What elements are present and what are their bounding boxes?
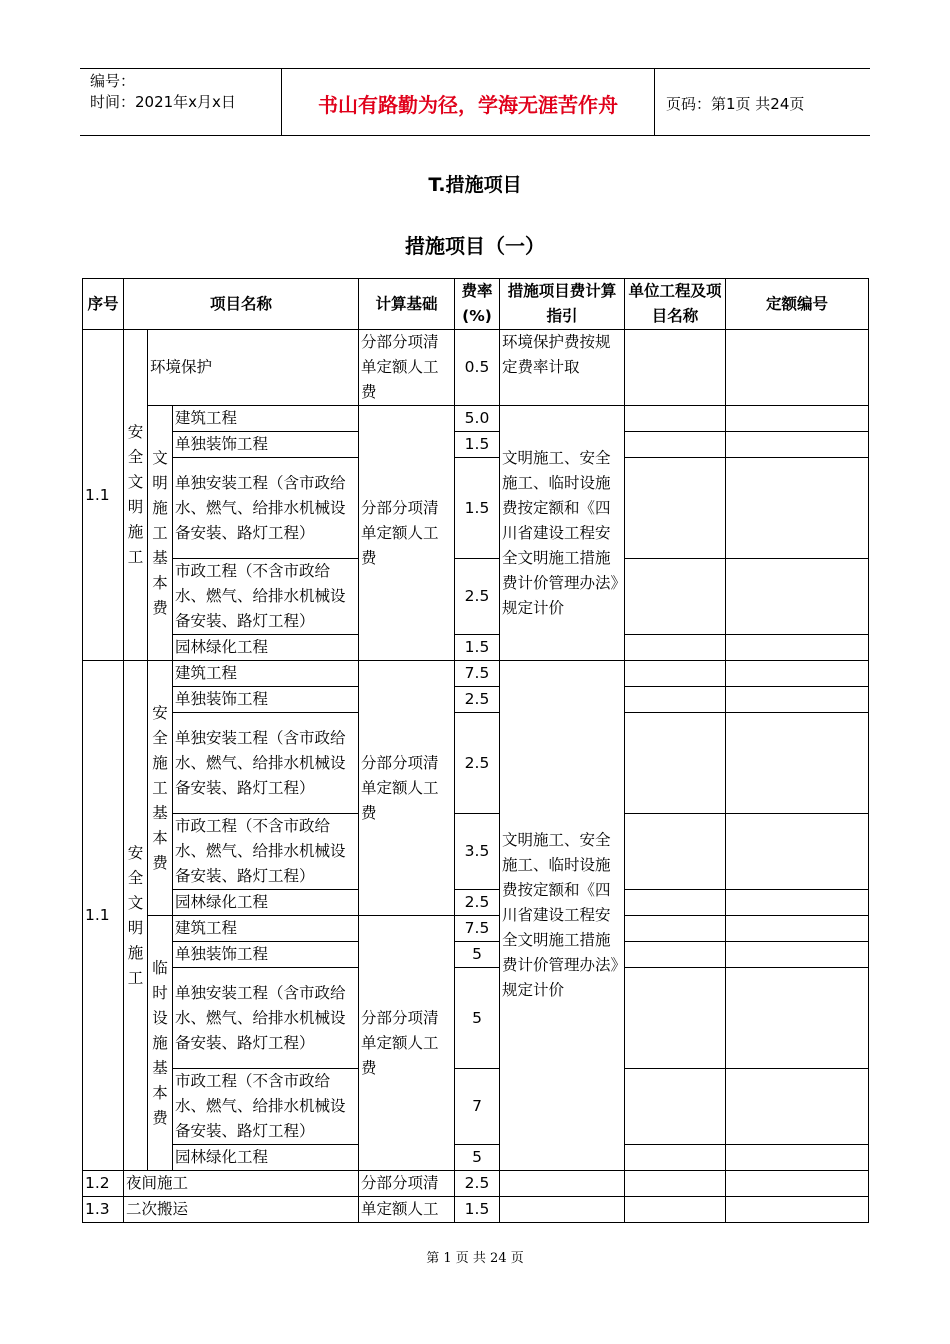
rate-cell: 5 (455, 1145, 500, 1171)
doc-subtitle: 措施项目（一） (405, 234, 545, 258)
quota-cell (726, 458, 869, 559)
unit-cell (625, 406, 726, 432)
quota-cell (726, 635, 869, 661)
basis-cell: 分部分项清单定额人工费 (359, 406, 455, 661)
quota-cell (726, 916, 869, 942)
unit-cell (625, 458, 726, 559)
table-row (83, 1069, 869, 1145)
rate-cell: 1.5 (455, 458, 500, 559)
quota-cell (726, 1145, 869, 1171)
table-row (83, 1171, 869, 1197)
table-row (83, 432, 869, 458)
guide-cell: 文明施工、安全施工、临时设施费按定额和《四川省建设工程安全文明施工措施费计价管理办法》规定计价 (500, 406, 625, 661)
seq-cell: 1.2 (83, 1171, 124, 1197)
rate-cell: 2.5 (455, 1171, 500, 1197)
unit-cell (625, 814, 726, 890)
unit-cell (625, 1171, 726, 1197)
table-row (83, 1197, 869, 1223)
table-row (83, 559, 869, 635)
item-name: 市政工程（不含市政给水、燃气、给排水机械设备安装、路灯工程） (173, 559, 359, 635)
table-row (83, 458, 869, 559)
quota-cell (726, 330, 869, 406)
table-row (83, 687, 869, 713)
rate-cell: 1.5 (455, 432, 500, 458)
group-label: 安全文明施工 (124, 661, 148, 1171)
guide-cell: 环境保护费按规定费率计取 (500, 330, 625, 406)
group-label: 安全文明施工 (124, 330, 148, 661)
rate-cell: 2.5 (455, 559, 500, 635)
page-footer: 第 1 页 共 24 页 (426, 1251, 524, 1266)
header-meta (90, 71, 236, 113)
unit-cell (625, 661, 726, 687)
rate-cell: 5.0 (455, 406, 500, 432)
guide-cell (500, 1171, 625, 1197)
rate-cell: 7 (455, 1069, 500, 1145)
col-header: 序号 (83, 279, 124, 330)
item-name: 单独装饰工程 (173, 432, 359, 458)
rate-cell: 0.5 (455, 330, 500, 406)
rate-cell: 2.5 (455, 713, 500, 814)
rate-cell: 1.5 (455, 1197, 500, 1223)
item-name: 园林绿化工程 (173, 1145, 359, 1171)
rate-cell: 3.5 (455, 814, 500, 890)
item-name: 单独安装工程（含市政给水、燃气、给排水机械设备安装、路灯工程） (173, 458, 359, 559)
item-name: 夜间施工 (124, 1171, 359, 1197)
quota-cell (726, 432, 869, 458)
col-header: 措施项目费计算指引 (500, 279, 625, 330)
unit-cell (625, 890, 726, 916)
subgroup-label: 临时设施基本费 (148, 916, 173, 1171)
item-name: 园林绿化工程 (173, 890, 359, 916)
quota-cell (726, 713, 869, 814)
table-row (83, 916, 869, 942)
quota-cell (726, 890, 869, 916)
basis-cell: 分部分项清 (359, 1171, 455, 1197)
header-divider (654, 69, 655, 135)
header-number: 编号： (90, 72, 136, 90)
doc-title: T.措施项目 (428, 174, 522, 196)
item-name: 二次搬运 (124, 1197, 359, 1223)
seq-cell: 1.3 (83, 1197, 124, 1223)
unit-cell (625, 635, 726, 661)
quota-cell (726, 406, 869, 432)
subgroup-label: 文明施工基本费 (148, 406, 173, 661)
quota-cell (726, 1197, 869, 1223)
col-header: 费率(%) (455, 279, 500, 330)
table-row (83, 890, 869, 916)
unit-cell (625, 968, 726, 1069)
basis-cell: 分部分项清单定额人工费 (359, 916, 455, 1171)
table-row (83, 814, 869, 890)
basis-cell: 单定额人工 (359, 1197, 455, 1223)
page-header (80, 68, 870, 136)
unit-cell (625, 1069, 726, 1145)
unit-cell (625, 942, 726, 968)
table-row (83, 968, 869, 1069)
quota-cell (726, 942, 869, 968)
table-row (83, 330, 869, 406)
header-time: 时间：2021年x月x日 (90, 93, 236, 111)
quota-cell (726, 559, 869, 635)
item-name: 建筑工程 (173, 406, 359, 432)
header-motto: 书山有路勤为径，学海无涯苦作舟 (318, 92, 618, 117)
item-name: 单独装饰工程 (173, 687, 359, 713)
unit-cell (625, 1197, 726, 1223)
unit-cell (625, 432, 726, 458)
quota-cell (726, 687, 869, 713)
measures-table (82, 278, 869, 1223)
table-row (83, 713, 869, 814)
col-header: 项目名称 (124, 279, 359, 330)
col-header: 定额编号 (726, 279, 869, 330)
item-name: 市政工程（不含市政给水、燃气、给排水机械设备安装、路灯工程） (173, 814, 359, 890)
table-row (83, 406, 869, 432)
rate-cell: 7.5 (455, 661, 500, 687)
rate-cell: 5 (455, 942, 500, 968)
header-page: 页码：第1页 共24页 (666, 95, 805, 113)
quota-cell (726, 1171, 869, 1197)
unit-cell (625, 1145, 726, 1171)
item-name: 建筑工程 (173, 661, 359, 687)
rate-cell: 5 (455, 968, 500, 1069)
seq-cell: 1.1 (83, 330, 124, 661)
rate-cell: 7.5 (455, 916, 500, 942)
subgroup-label: 安全施工基本费 (148, 661, 173, 916)
item-name: 建筑工程 (173, 916, 359, 942)
table-row (83, 942, 869, 968)
basis-cell: 分部分项清单定额人工费 (359, 330, 455, 406)
rate-cell: 2.5 (455, 890, 500, 916)
quota-cell (726, 1069, 869, 1145)
item-name: 单独安装工程（含市政给水、燃气、给排水机械设备安装、路灯工程） (173, 713, 359, 814)
item-name: 单独安装工程（含市政给水、燃气、给排水机械设备安装、路灯工程） (173, 968, 359, 1069)
rate-cell: 2.5 (455, 687, 500, 713)
quota-cell (726, 814, 869, 890)
item-name: 单独装饰工程 (173, 942, 359, 968)
item-name: 市政工程（不含市政给水、燃气、给排水机械设备安装、路灯工程） (173, 1069, 359, 1145)
table-row (83, 635, 869, 661)
col-header: 单位工程及项目名称 (625, 279, 726, 330)
basis-cell: 分部分项清单定额人工费 (359, 661, 455, 916)
table-row (83, 1145, 869, 1171)
quota-cell (726, 661, 869, 687)
rate-cell: 1.5 (455, 635, 500, 661)
unit-cell (625, 916, 726, 942)
item-name: 园林绿化工程 (173, 635, 359, 661)
table-header-row (83, 279, 869, 330)
table-row (83, 661, 869, 687)
unit-cell (625, 330, 726, 406)
item-name: 环境保护 (148, 330, 359, 406)
quota-cell (726, 968, 869, 1069)
unit-cell (625, 559, 726, 635)
seq-cell: 1.1 (83, 661, 124, 1171)
unit-cell (625, 713, 726, 814)
guide-cell: 文明施工、安全施工、临时设施费按定额和《四川省建设工程安全文明施工措施费计价管理办法》规定计价 (500, 661, 625, 1171)
unit-cell (625, 687, 726, 713)
col-header: 计算基础 (359, 279, 455, 330)
guide-cell (500, 1197, 625, 1223)
